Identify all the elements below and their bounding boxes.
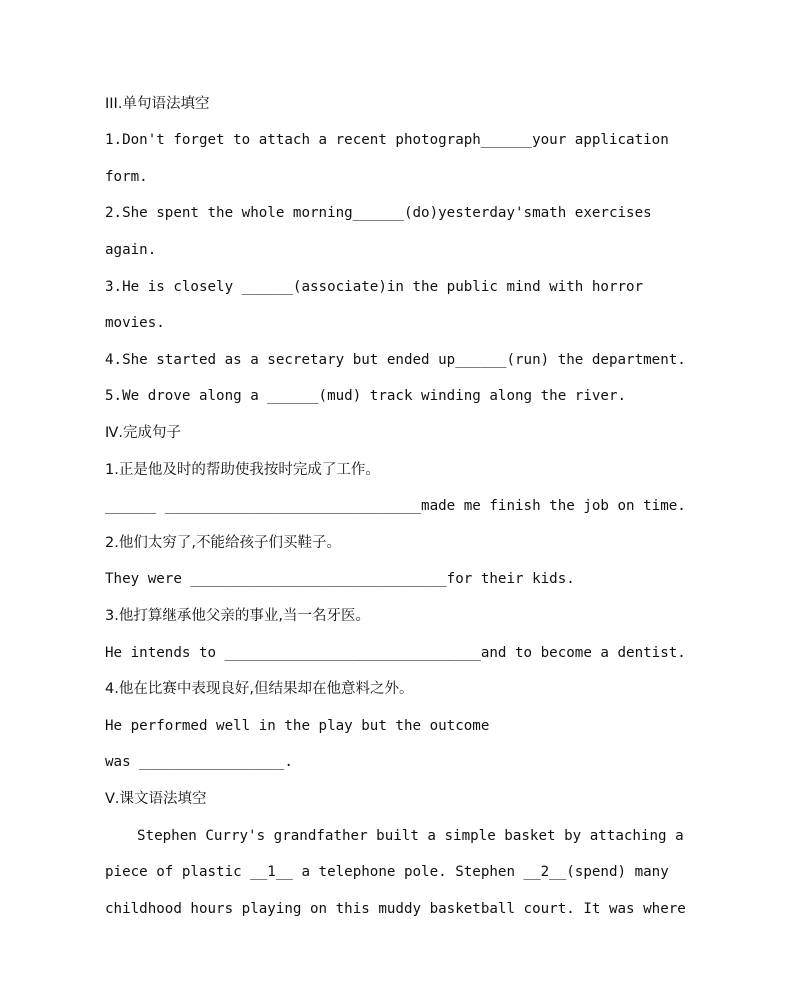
english-sentence: He intends to ______________________________and to become a dentist. [105, 645, 686, 661]
chinese-prompt: 3.他打算继承他父亲的事业,当一名牙医。 [105, 608, 370, 624]
exercise-line: 2.She spent the whole morning______(do)yesterday'smath exercises [105, 205, 652, 221]
exercise-line: form. [105, 169, 148, 185]
exercise-line: 4.She started as a secretary but ended up______(run) the department. [105, 352, 686, 368]
english-sentence: was _________________. [105, 754, 293, 770]
passage-line: piece of plastic __1__ a telephone pole. Stephen __2__(spend) many [105, 864, 669, 880]
chinese-prompt: 1.正是他及时的帮助使我按时完成了工作。 [105, 462, 380, 478]
english-sentence: He performed well in the play but the outcome [105, 718, 490, 734]
exercise-line: movies. [105, 315, 165, 331]
exercise-line: again. [105, 242, 157, 258]
section-3-heading: III.单句语法填空 [105, 96, 210, 112]
english-sentence: ______ ______________________________made me finish the job on time. [105, 498, 686, 514]
english-sentence: They were ______________________________for their kids. [105, 571, 575, 587]
section-5-heading: Ⅴ.课文语法填空 [105, 791, 207, 807]
exercise-line: 5.We drove along a ______(mud) track winding along the river. [105, 388, 627, 404]
chinese-prompt: 2.他们太穷了,不能给孩子们买鞋子。 [105, 535, 341, 551]
chinese-prompt: 4.他在比赛中表现良好,但结果却在他意料之外。 [105, 681, 414, 697]
exercise-line: 1.Don't forget to attach a recent photograph______your application [105, 132, 669, 148]
section-4-heading: Ⅳ.完成句子 [105, 425, 181, 441]
passage-line: childhood hours playing on this muddy basketball court. It was where [105, 901, 686, 917]
exercise-line: 3.He is closely ______(associate)in the public mind with horror [105, 279, 644, 295]
passage-line: Stephen Curry's grandfather built a simple basket by attaching a [137, 828, 684, 844]
